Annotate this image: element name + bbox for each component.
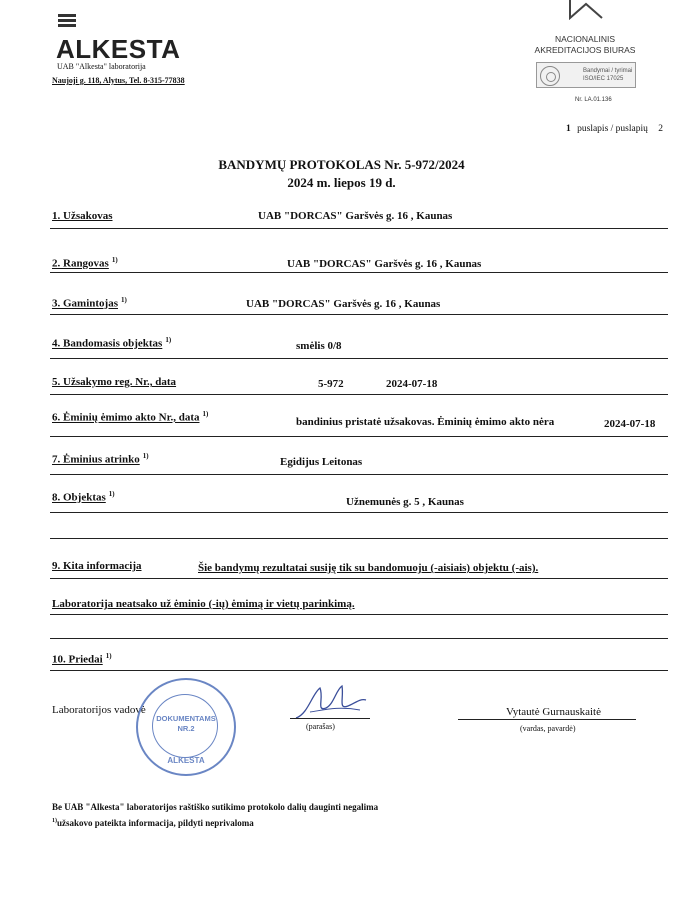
field-sampling-act-date: 2024-07-18	[604, 418, 656, 430]
accreditation-seal-icon	[540, 66, 560, 86]
field-attachments-label: 10. Priedai $^{1)}$	[52, 652, 112, 666]
field-other-info-label: 9. Kita informacija	[52, 560, 142, 572]
protocol-date: 2024 m. liepos 19 d.	[287, 175, 396, 190]
copy-restriction-note: Be UAB "Alkesta" laboratorijos raštiško sutikimo protokolo dalių dauginti negalima	[52, 802, 379, 812]
page-separator: puslapis / puslapių	[577, 124, 648, 134]
page-counter	[566, 124, 663, 134]
field-site-value: Užnemunės g. 5 , Kaunas	[346, 496, 464, 508]
stamp-text-bottom: ALKESTA	[167, 756, 205, 765]
page-current: 1	[566, 124, 571, 134]
footnote-text: užsakovo pateikta informacija, pildyti neprivaloma	[57, 818, 254, 828]
divider	[50, 358, 668, 359]
signature-line	[290, 718, 370, 719]
divider	[50, 474, 668, 475]
company-logo	[48, 14, 208, 64]
logo-company-name: ALKESTA	[56, 34, 181, 64]
field-contractor-value: UAB "DORCAS" Garšvės g. 16 , Kaunas	[287, 258, 482, 270]
divider	[50, 578, 668, 579]
divider	[50, 436, 668, 437]
field-contractor-label: 2. Rangovas $^{1)}$	[52, 256, 118, 270]
signatory-name: Vytautė Gurnauskaitė	[506, 706, 601, 718]
field-site-label: 8. Objektas $^{1)}$	[52, 490, 115, 504]
stamp-text-center: DOKUMENTAMS NR.2	[156, 714, 216, 733]
divider	[50, 670, 668, 671]
lab-disclaimer: Laboratorija neatsako už ėminio (-ių) ėmimą ir vietų parinkimą.	[52, 598, 355, 610]
field-manufacturer-label: 3. Gamintojas $^{1)}$	[52, 296, 127, 310]
accreditation-badge-standard: ISO/IEC 17025	[583, 76, 624, 82]
divider	[50, 614, 668, 615]
field-customer-label: 1. Užsakovas	[52, 210, 113, 222]
footnote	[52, 818, 254, 828]
field-test-object-label: 4. Bandomasis objektas $^{1)}$	[52, 336, 172, 350]
lab-stamp	[136, 678, 236, 776]
field-order-label: 5. Užsakymo reg. Nr., data	[52, 376, 177, 388]
field-other-info-value: Šie bandymų rezultatai susiję tik su bandomuoju (-aisiais) objektu (-ais).	[198, 562, 539, 574]
accreditation-badge	[536, 62, 636, 88]
divider	[50, 638, 668, 639]
accreditation-badge-type: Bandymai / tyrimai	[583, 68, 633, 74]
page-total: 2	[658, 124, 663, 134]
protocol-title: BANDYMŲ PROTOKOLAS Nr. 5-972/2024	[218, 157, 465, 172]
lab-address: Naujoji g. 118, Alytus, Tel. 8-315-77838	[52, 76, 185, 85]
field-sampling-act-value: bandinius pristatė užsakovas. Ėminių ėmimo akto nėra	[296, 416, 555, 428]
logo-mark-icon	[58, 14, 76, 28]
signatory-role: Laboratorijos vadovė	[52, 704, 146, 716]
field-test-object-value: smėlis 0/8	[296, 340, 342, 352]
signature-caption: (parašas)	[306, 722, 335, 731]
divider	[50, 394, 668, 395]
footnote-mark: 1)	[52, 818, 57, 824]
field-customer-value: UAB "DORCAS" Garšvės g. 16 , Kaunas	[258, 210, 453, 222]
accreditation-number: Nr. LA.01.136	[575, 97, 612, 103]
accreditation-logo-icon	[566, 0, 606, 20]
field-order-date: 2024-07-18	[386, 378, 438, 390]
name-caption: (vardas, pavardė)	[520, 724, 576, 733]
divider	[50, 314, 668, 315]
accreditation-org-name: NACIONALINIS AKREDITACIJOS BIURAS	[534, 34, 636, 55]
field-manufacturer-value: UAB "DORCAS" Garšvės g. 16 , Kaunas	[246, 298, 441, 310]
divider	[50, 272, 668, 273]
divider	[50, 228, 668, 229]
field-sampler-value: Egidijus Leitonas	[280, 456, 363, 468]
name-line	[458, 719, 636, 720]
field-sampler-label: 7. Ėminius atrinko $^{1)}$	[52, 452, 149, 466]
lab-name: UAB "Alkesta" laboratorija	[57, 62, 146, 71]
field-sampling-act-label: 6. Ėminių ėmimo akto Nr., data $^{1)}$	[52, 410, 209, 424]
divider	[50, 512, 668, 513]
field-order-number: 5-972	[318, 378, 344, 390]
divider	[50, 538, 668, 539]
